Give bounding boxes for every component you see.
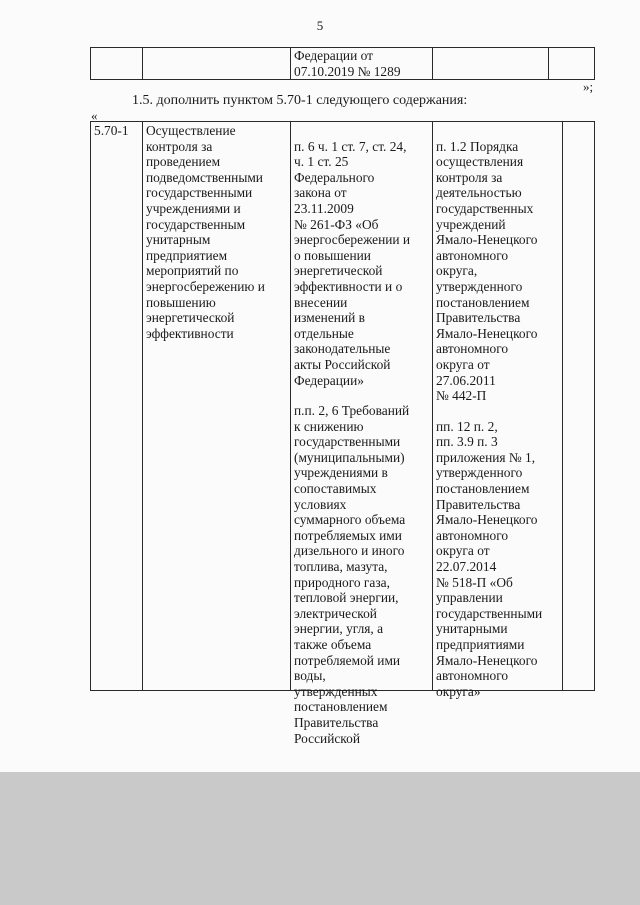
row-title-cell: Осуществление контроля за проведением подведомственными государственными учреждениями и государственным унитарным предприятием мероприятий по энергосбережению и повышению энергетической эффективности <box>142 121 291 691</box>
row-procedure-cell <box>432 121 563 699</box>
closing-quote-mark: »; <box>583 79 594 94</box>
prev-table-cell-basis: Федерации от 07.10.2019 № 1289 <box>290 47 433 80</box>
procedure-control-order: п. 1.2 Порядка осуществления контроля за деятельностью государственных учреждений Ямало-Ненецкого автономного округа, утвержденного постановлением Правительства Ямало-Ненецкого автономного округа от 27.06.2011 № 442-П <box>436 138 538 404</box>
row-note-cell <box>562 121 595 691</box>
row-number-cell: 5.70-1 <box>90 121 143 691</box>
procedure-enterprise-management: пп. 12 п. 2, пп. 3.9 п. 3 приложения № 1, утвержденного постановлением Правительства Ямало-Ненецкого автономного округа от 22.07.2014 № 518-П «Об управлении государственными унитарными предприятиями Ямало-Ненецкого автономного округа» <box>436 418 543 699</box>
prev-table-cell-title <box>142 47 291 80</box>
prev-table-cell-note <box>548 47 595 80</box>
prev-table-cell-number <box>90 47 143 80</box>
amendment-instruction: 1.5. дополнить пунктом 5.70-1 следующего содержания: <box>132 93 468 108</box>
opening-quote-mark: « <box>91 108 98 123</box>
basis-federal-law: п. 6 ч. 1 ст. 7, ст. 24, ч. 1 ст. 25 Федерального закона от 23.11.2009 № 261-ФЗ «Об энергосбережении и о повышении энергетической эффективности и о внесении изменений в отдельные законодательные акты Российской Федерации» <box>294 138 411 388</box>
prev-table-cell-procedure <box>432 47 549 80</box>
basis-government-requirements: п.п. 2, 6 Требований к снижению государственными (муниципальными) учреждениями в сопоставимых условиях суммарного объема потребляемых ими дизельного и иного топлива, мазута, природного газа, тепловой энергии, электрической энергии, угля, а также объема потребляемой ими воды, утвержденных постановлением Правительства Российской <box>294 403 410 746</box>
row-basis-cell <box>290 121 433 746</box>
page-number: 5 <box>316 18 324 33</box>
